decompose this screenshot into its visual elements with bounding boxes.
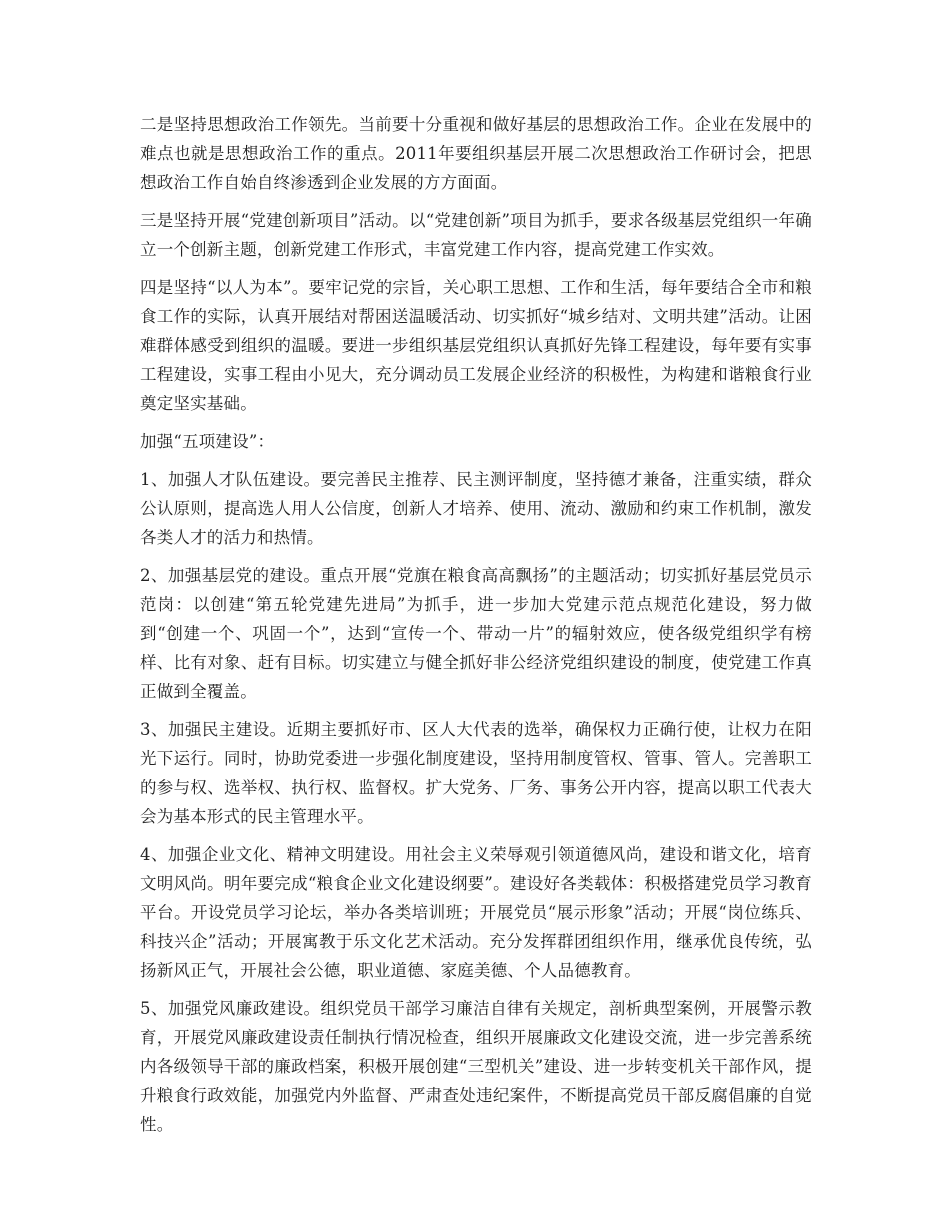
document-body (140, 110, 812, 1148)
list-item-democracy: 3、加强民主建设。近期主要抓好市、区人大代表的选举，确保权力正确行使，让权力在阳光下运行。同时，协助党委进一步强化制度建设，坚持用制度管权、管事、管人。完善职工的参与权、选举权、执行权、监督权。扩大党务、厂务、事务公开内容，提高以职工代表大会为基本形式的民主管理水平。 (140, 720, 812, 826)
list-item-talent: 1、加强人才队伍建设。要完善民主推荐、民主测评制度，坚持德才兼备，注重实绩，群众公认原则，提高选人用人公信度，创新人才培养、使用、流动、激励和约束工作机制，激发各类人才的活力和热情。 (140, 470, 812, 547)
paragraph-party-innovation: 三是坚持开展“党建创新项目”活动。以“党建创新”项目为抓手，要求各级基层党组织一年确立一个创新主题，创新党建工作形式，丰富党建工作内容，提高党建工作实效。 (140, 211, 812, 259)
list-item-grassroots-party: 2、加强基层党的建设。重点开展“党旗在粮食高高飘扬”的主题活动；切实抓好基层党员示范岗：以创建“第五轮党建先进局”为抓手，进一步加大党建示范点规范化建设，努力做到“创建一个、巩固一个”，达到“宣传一个、带动一片”的辐射效应，使各级党组织学有榜样、比有对象、赶有目标。切实建立与健全抓好非公经济党组织建设的制度，使党建工作真正做到全覆盖。 (140, 566, 812, 701)
paragraph-people-oriented: 四是坚持“以人为本”。要牢记党的宗旨，关心职工思想、工作和生活，每年要结合全市和粮食工作的实际，认真开展结对帮困送温暖活动、切实抓好“城乡结对、文明共建”活动。让困难群体感受到组织的温暖。要进一步组织基层党组织认真抓好先锋工程建设，每年要有实事工程建设，实事工程由小见大，充分调动员工发展企业经济的积极性，为构建和谐粮食行业奠定坚实基础。 (140, 278, 812, 413)
section-heading: 加强“五项建设”： (140, 432, 275, 451)
list-item-culture: 4、加强企业文化、精神文明建设。用社会主义荣辱观引领道德风尚，建设和谐文化，培育文明风尚。明年要完成“粮食企业文化建设纲要”。建设好各类载体：积极搭建党员学习教育平台。开设党员学习论坛，举办各类培训班；开展党员“展示形象”活动；开展“岗位练兵、科技兴企”活动；开展寓教于乐文化艺术活动。充分发挥群团组织作用，继承优良传统，弘扬新风正气，开展社会公德，职业道德、家庭美德、个人品德教育。 (140, 845, 812, 980)
list-item-integrity: 5、加强党风廉政建设。组织党员干部学习廉洁自律有关规定，剖析典型案例，开展警示教育，开展党风廉政建设责任制执行情况检查，组织开展廉政文化建设交流，进一步完善系统内各级领导干部的廉政档案，积极开展创建“三型机关”建设、进一步转变机关干部作风，提升粮食行政效能，加强党内外监督、严肃查处违纪案件，不断提高党员干部反腐倡廉的自觉性。 (140, 999, 812, 1134)
paragraph-thought-work: 二是坚持思想政治工作领先。当前要十分重视和做好基层的思想政治工作。企业在发展中的难点也就是思想政治工作的重点。2011年要组织基层开展二次思想政治工作研讨会，把思想政治工作自始自终渗透到企业发展的方方面面。 (140, 115, 812, 192)
